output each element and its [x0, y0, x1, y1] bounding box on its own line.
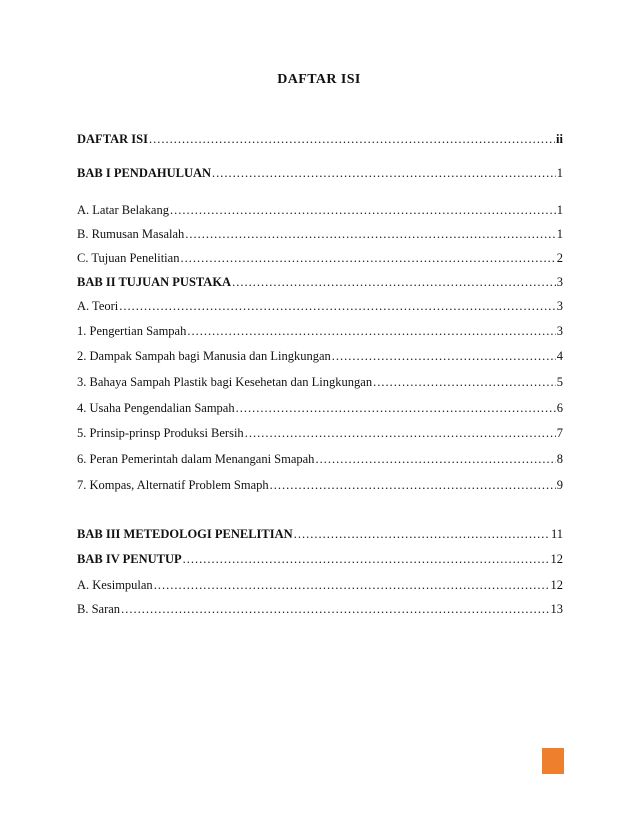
toc-entry-page: 3	[556, 299, 563, 313]
toc-entry-title: 7. Kompas, Alternatif Problem Smaph	[77, 478, 269, 492]
toc-entry	[77, 226, 563, 242]
toc-entry-page: 1	[556, 203, 563, 217]
table-of-contents	[77, 0, 563, 826]
toc-entry-title: A. Teori	[77, 299, 119, 313]
toc-entry-title: BAB II TUJUAN PUSTAKA	[77, 275, 232, 289]
toc-entry-title: 2. Dampak Sampah bagi Manusia dan Lingkungan	[77, 349, 331, 363]
toc-entry	[77, 274, 563, 290]
toc-entry-page: 12	[550, 552, 563, 566]
toc-leader-dots	[245, 425, 556, 441]
page-title: DAFTAR ISI	[277, 72, 361, 87]
toc-leader-dots	[187, 323, 555, 339]
toc-entry-title: A. Kesimpulan	[77, 578, 153, 592]
toc-entry-page: ii	[556, 132, 563, 146]
toc-entry-page: 1	[556, 166, 563, 180]
toc-entry-title: 6. Peran Pemerintah dalam Menangani Smapah	[77, 452, 315, 466]
toc-entry	[77, 551, 563, 567]
toc-leader-dots	[185, 226, 555, 242]
toc-entry-page: 9	[556, 478, 563, 492]
toc-leader-dots	[119, 298, 556, 314]
toc-entry	[77, 601, 563, 617]
toc-entry-page: 8	[556, 452, 563, 466]
toc-entry-page: 7	[556, 426, 563, 440]
toc-entry-title: 4. Usaha Pengendalian Sampah	[77, 401, 235, 415]
toc-entry	[77, 451, 563, 467]
toc-entry-title: DAFTAR ISI	[77, 132, 148, 146]
toc-entry-page: 3	[556, 275, 563, 289]
toc-entry-page: 5	[556, 375, 563, 389]
toc-entry	[77, 323, 563, 339]
toc-leader-dots	[154, 577, 550, 593]
toc-entry-page: 12	[550, 578, 563, 592]
toc-leader-dots	[170, 202, 556, 218]
toc-entry-title: A. Latar Belakang	[77, 203, 169, 217]
toc-entry	[77, 374, 563, 390]
toc-leader-dots	[232, 274, 556, 290]
toc-leader-dots	[180, 250, 555, 266]
toc-leader-dots	[149, 131, 555, 147]
toc-leader-dots	[294, 526, 550, 542]
toc-entry	[77, 348, 563, 364]
toc-entry-page: 11	[550, 527, 563, 541]
toc-entry-page: 13	[550, 602, 563, 616]
toc-entry	[77, 165, 563, 181]
toc-entry-title: 1. Pengertian Sampah	[77, 324, 187, 338]
toc-entry-page: 3	[556, 324, 563, 338]
toc-entry	[77, 577, 563, 593]
toc-entry-page: 2	[556, 251, 563, 265]
toc-entry	[77, 477, 563, 493]
page-number-badge	[542, 748, 564, 774]
toc-entry-title: BAB IV PENUTUP	[77, 552, 182, 566]
toc-entry-page: 6	[556, 401, 563, 415]
toc-entry	[77, 131, 563, 147]
toc-leader-dots	[373, 374, 556, 390]
toc-entry	[77, 298, 563, 314]
toc-leader-dots	[183, 551, 550, 567]
toc-entry	[77, 526, 563, 542]
toc-entry-title: B. Rumusan Masalah	[77, 227, 185, 241]
toc-entry-page: 4	[556, 349, 563, 363]
toc-entry	[77, 425, 563, 441]
toc-entry	[77, 202, 563, 218]
toc-entry-title: C. Tujuan Penelitian	[77, 251, 180, 265]
toc-leader-dots	[236, 400, 556, 416]
toc-leader-dots	[315, 451, 555, 467]
toc-leader-dots	[212, 165, 556, 181]
toc-leader-dots	[332, 348, 556, 364]
toc-entry	[77, 250, 563, 266]
toc-leader-dots	[121, 601, 549, 617]
toc-entry-title: BAB III METEDOLOGI PENELITIAN	[77, 527, 293, 541]
toc-entry-title: 3. Bahaya Sampah Plastik bagi Kesehetan dan Lingkungan	[77, 375, 373, 389]
toc-entry-page: 1	[556, 227, 563, 241]
toc-entry	[77, 400, 563, 416]
toc-entry-title: BAB I PENDAHULUAN	[77, 166, 212, 180]
toc-entry-title: B. Saran	[77, 602, 121, 616]
toc-entry-title: 5. Prinsip-prinsp Produksi Bersih	[77, 426, 244, 440]
toc-leader-dots	[270, 477, 556, 493]
